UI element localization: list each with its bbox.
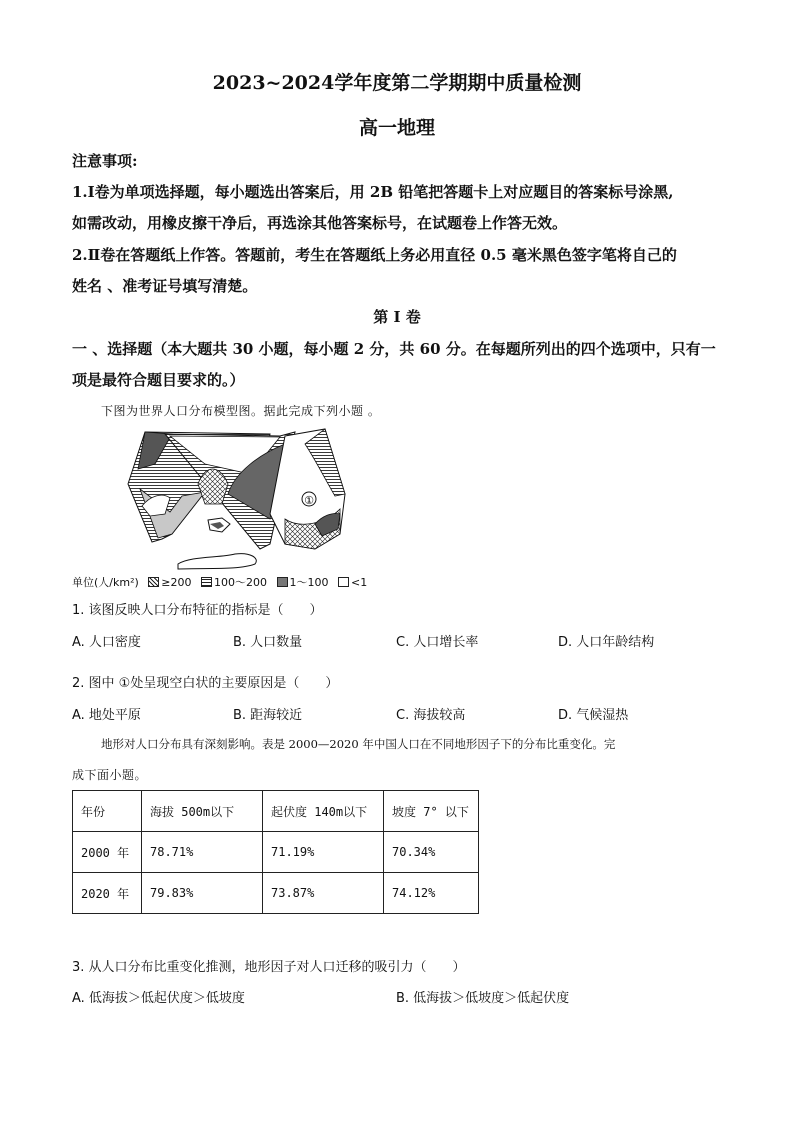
table-row xyxy=(73,832,479,873)
figure-legend xyxy=(72,574,367,590)
section-title: 第 I 卷 xyxy=(373,308,421,326)
question-1-option-a[interactable]: A. 人口密度 xyxy=(72,635,141,650)
population-distribution-figure xyxy=(110,424,350,574)
table-header-cell: 坡度 7° 以下 xyxy=(384,791,479,832)
exam-title: 2023~2024学年度第二学期期中质量检测 xyxy=(212,72,582,94)
table-cell: 71.19% xyxy=(263,832,384,873)
legend-item-1: ≥200 xyxy=(161,576,192,589)
notice-item-1-line-2: 如需改动，用橡皮擦干净后，再选涂其他答案标号，在试题卷上作答无效。 xyxy=(72,214,568,232)
table-header-row xyxy=(73,791,479,832)
question-2-option-c[interactable]: C. 海拔较高 xyxy=(396,708,466,723)
question-3-option-a[interactable]: A. 低海拔＞低起伏度＞低坡度 xyxy=(72,991,245,1006)
question-2-stem: 2. 图中 ①处呈现空白状的主要原因是（ ） xyxy=(72,676,339,691)
terrain-population-table xyxy=(72,790,479,914)
legend-stripe-swatch xyxy=(201,577,212,587)
table-cell: 2000 年 xyxy=(73,832,142,873)
exam-subject: 高一地理 xyxy=(358,117,435,139)
passage-2-line-2: 成下面小题。 xyxy=(72,768,148,782)
table-cell: 78.71% xyxy=(142,832,263,873)
figure-intro: 下图为世界人口分布模型图。据此完成下列小题 。 xyxy=(101,404,381,418)
table-header-cell: 年份 xyxy=(73,791,142,832)
legend-item-3: 1～100 xyxy=(289,576,329,589)
legend-empty-swatch xyxy=(338,577,349,587)
question-2-option-b[interactable]: B. 距海较近 xyxy=(233,708,303,723)
notice-item-1-line-1: 1.Ⅰ卷为单项选择题，每小题选出答案后，用 2B 铅笔把答题卡上对应题目的答案标号涂黑, xyxy=(72,183,674,201)
question-1-option-d[interactable]: D. 人口年龄结构 xyxy=(558,635,655,650)
south-landmass-shape xyxy=(178,554,256,569)
legend-unit: 单位(人/km²) xyxy=(72,576,139,589)
table-cell: 2020 年 xyxy=(73,873,142,914)
table-cell: 73.87% xyxy=(263,873,384,914)
marker-1-label: ① xyxy=(304,494,314,507)
question-2-option-a[interactable]: A. 地处平原 xyxy=(72,708,141,723)
table-cell: 74.12% xyxy=(384,873,479,914)
passage-2-line-1: 地形对人口分布具有深刻影响。表是 2000—2020 年中国人口在不同地形因子下的分布比重变化。完 xyxy=(101,737,616,751)
table-header-cell: 海拔 500m以下 xyxy=(142,791,263,832)
table-cell: 79.83% xyxy=(142,873,263,914)
notice-item-2-line-2: 姓名 、准考证号填写清楚。 xyxy=(72,277,258,295)
notice-item-2-line-1: 2.Ⅱ卷在答题纸上作答。答题前，考生在答题纸上务必用直径 0.5 毫米黑色签字笔将自己的 xyxy=(72,246,677,264)
notice-heading: 注意事项: xyxy=(72,152,138,170)
legend-item-2: 100～200 xyxy=(214,576,268,589)
legend-dense-swatch xyxy=(148,577,159,587)
section-instructions-line-2: 项是最符合题目要求的。） xyxy=(72,371,245,389)
table-header-cell: 起伏度 140m以下 xyxy=(263,791,384,832)
question-1-stem: 1. 该图反映人口分布特征的指标是（ ） xyxy=(72,603,323,618)
section-instructions-line-1: 一 、选择题（本大题共 30 小题，每小题 2 分，共 60 分。在每题所列出的四个选项中，只有一 xyxy=(72,340,716,358)
table-row xyxy=(73,873,479,914)
question-2-option-d[interactable]: D. 气候湿热 xyxy=(558,708,629,723)
legend-gray-swatch xyxy=(277,577,288,587)
table-cell: 70.34% xyxy=(384,832,479,873)
question-1-option-b[interactable]: B. 人口数量 xyxy=(233,635,303,650)
question-3-stem: 3. 从人口分布比重变化推测，地形因子对人口迁移的吸引力（ ） xyxy=(72,960,466,975)
legend-item-4: <1 xyxy=(351,576,368,589)
question-3-option-b[interactable]: B. 低海拔＞低坡度＞低起伏度 xyxy=(396,991,570,1006)
question-1-option-c[interactable]: C. 人口增长率 xyxy=(396,635,479,650)
